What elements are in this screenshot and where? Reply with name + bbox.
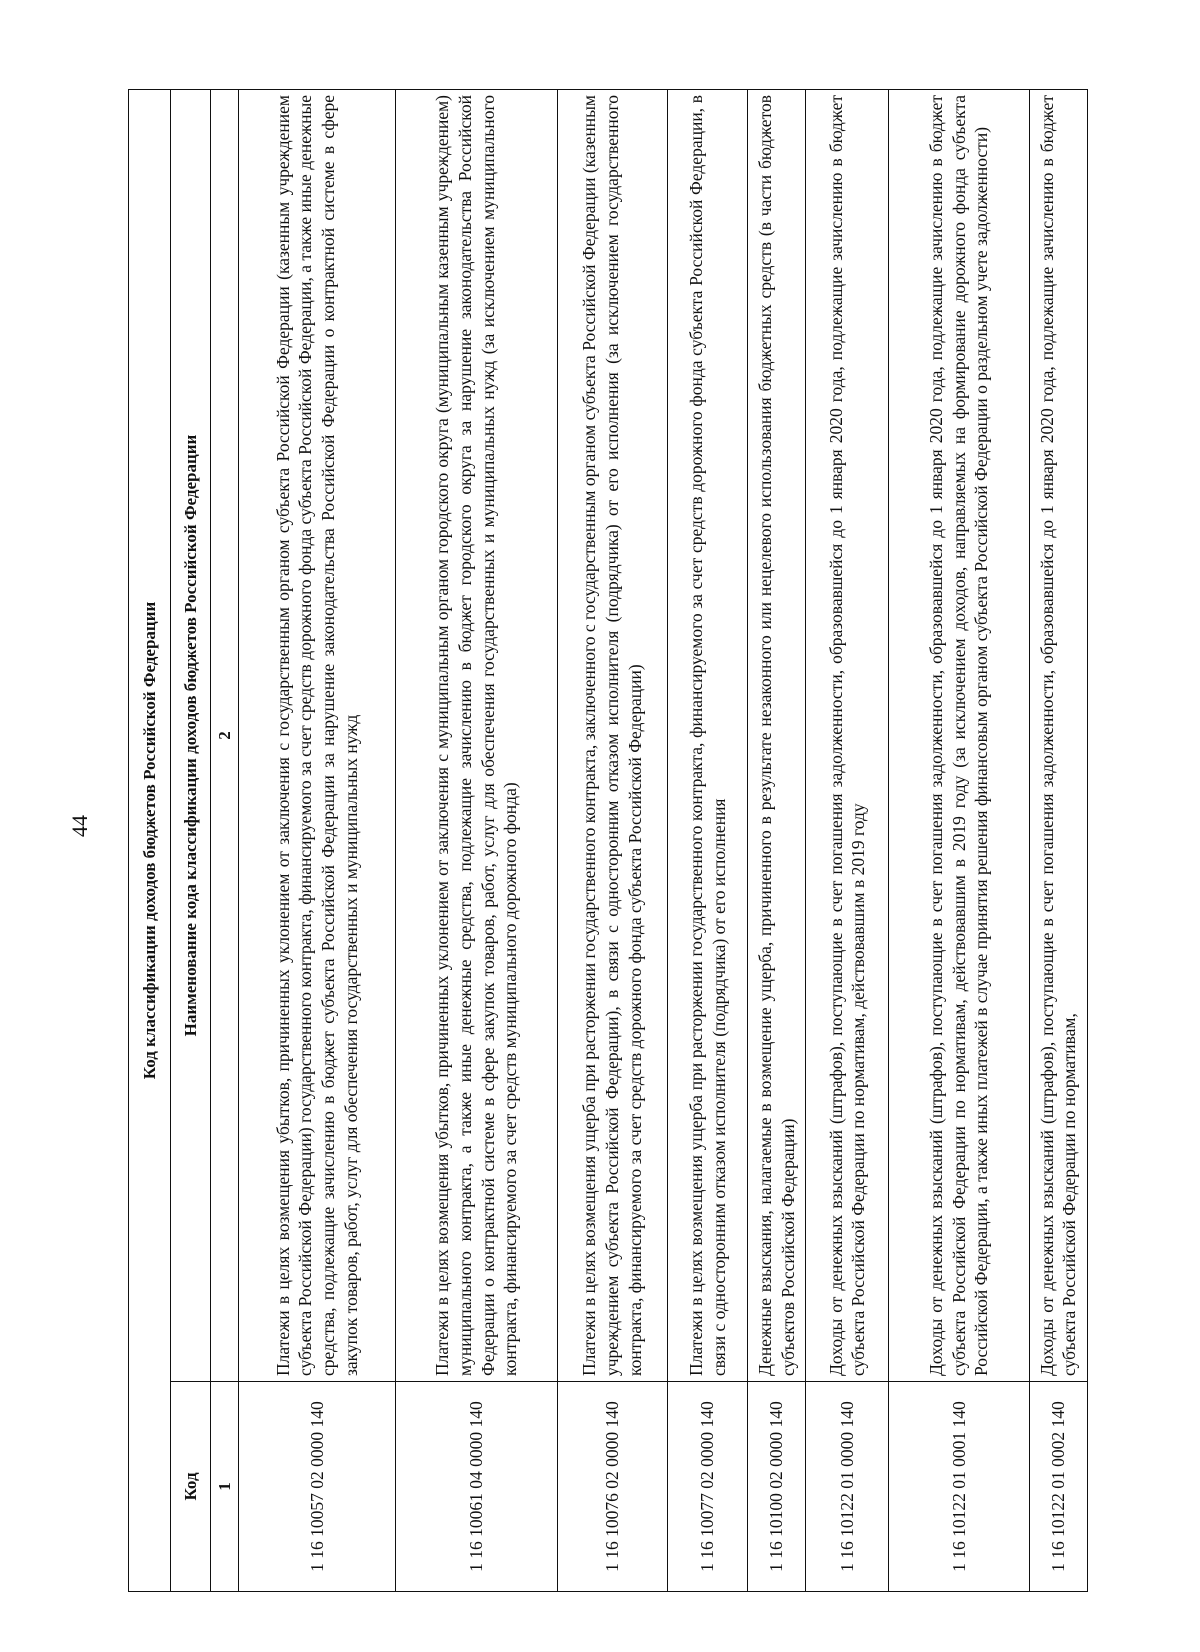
row-name: Платежи в целях возмещения ущерба при расторжении государственного контракта, финансируемого за счет средств дорожного фонда субъекта Российской Федерации, в связи с односторонним отказом исполнителя (подрядчика) от его исполнения xyxy=(667,89,748,1381)
table-row xyxy=(889,89,1030,1591)
row-code: 1 16 10100 02 0000 140 xyxy=(748,1382,806,1592)
row-code: 1 16 10122 01 0000 140 xyxy=(806,1382,889,1592)
table-row xyxy=(239,89,396,1591)
rotated-table-container xyxy=(128,90,1088,1592)
table-column-number-row xyxy=(211,89,239,1591)
table-group-header: Код классификации доходов бюджетов Российской Федерации xyxy=(129,89,171,1591)
row-name: Платежи в целях возмещения убытков, причиненных уклонением от заключения с государственным органом субъекта Российской Федерации (казенным учреждением субъекта Российской Федерации) государственного контракта, финансируемого за счет средств дорожного фонда субъекта Российской Федерации, а также иные денежные средства, подлежащие зачислению в бюджет субъекта Российской Федерации за нарушение законодательства Российской Федерации о контрактной системе в сфере закупок товаров, работ, услуг для обеспечения государственных и муниципальных нужд xyxy=(239,89,396,1381)
row-code: 1 16 10061 04 0000 140 xyxy=(396,1382,558,1592)
row-name: Денежные взыскания, налагаемые в возмещение ущерба, причиненного в результате незаконного или нецелевого использования бюджетных средств (в части бюджетов субъектов Российской Федерации) xyxy=(748,89,806,1381)
table-row xyxy=(557,89,667,1591)
column-number-code: 1 xyxy=(211,1382,239,1592)
table-row xyxy=(748,89,806,1591)
row-code: 1 16 10077 02 0000 140 xyxy=(667,1382,748,1592)
row-name: Платежи в целях возмещения убытков, причиненных уклонением от заключения с муниципальным органом городского округа (муниципальным казенным учреждением) муниципального контракта, а также иные денежные средства, подлежащие зачислению в бюджет городского округа за нарушение законодательства Российской Федерации о контрактной системе в сфере закупок товаров, работ, услуг для обеспечения государственных и муниципальных нужд (за исключением муниципального контракта, финансируемого за счет средств муниципального дорожного фонда) xyxy=(396,89,558,1381)
table-row xyxy=(667,89,748,1591)
row-name: Платежи в целях возмещения ущерба при расторжении государственного контракта, заключенного с государственным органом субъекта Российской Федерации (казенным учреждением субъекта Российской Федерации), в связи с односторонним отказом исполнителя (подрядчика) от его исполнения (за исключением государственного контракта, финансируемого за счет средств дорожного фонда субъекта Российской Федерации) xyxy=(557,89,667,1381)
table-row xyxy=(806,89,889,1591)
table-column-header-row xyxy=(171,89,211,1591)
row-code: 1 16 10122 01 0002 140 xyxy=(1029,1382,1087,1592)
column-header-code: Код xyxy=(171,1382,211,1592)
income-classification-table xyxy=(128,89,1088,1592)
row-code: 1 16 10076 02 0000 140 xyxy=(557,1382,667,1592)
column-number-name: 2 xyxy=(211,89,239,1381)
row-name: Доходы от денежных взысканий (штрафов), поступающие в счет погашения задолженности, образовавшейся до 1 января 2020 года, подлежащие зачислению в бюджет субъекта Российской Федерации по нормативам, действовавшим в 2019 году xyxy=(806,89,889,1381)
table-row xyxy=(396,89,558,1591)
table-group-header-row xyxy=(129,89,171,1591)
column-header-name: Наименование кода классификации доходов бюджетов Российской Федерации xyxy=(171,89,211,1381)
page-number: 44 xyxy=(67,815,92,837)
row-name: Доходы от денежных взысканий (штрафов), поступающие в счет погашения задолженности, образовавшейся до 1 января 2020 года, подлежащие зачислению в бюджет субъекта Российской Федерации по нормативам, xyxy=(1029,89,1087,1381)
row-name: Доходы от денежных взысканий (штрафов), поступающие в счет погашения задолженности, образовавшейся до 1 января 2020 года, подлежащие зачислению в бюджет субъекта Российской Федерации по нормативам, действовавшим в 2019 году (за исключением доходов, направляемых на формирование дорожного фонда субъекта Российской Федерации, а также иных платежей в случае принятия решения финансовым органом субъекта Российской Федерации о раздельном учете задолженности) xyxy=(889,89,1030,1381)
row-code: 1 16 10122 01 0001 140 xyxy=(889,1382,1030,1592)
row-code: 1 16 10057 02 0000 140 xyxy=(239,1382,396,1592)
table-row xyxy=(1029,89,1087,1591)
